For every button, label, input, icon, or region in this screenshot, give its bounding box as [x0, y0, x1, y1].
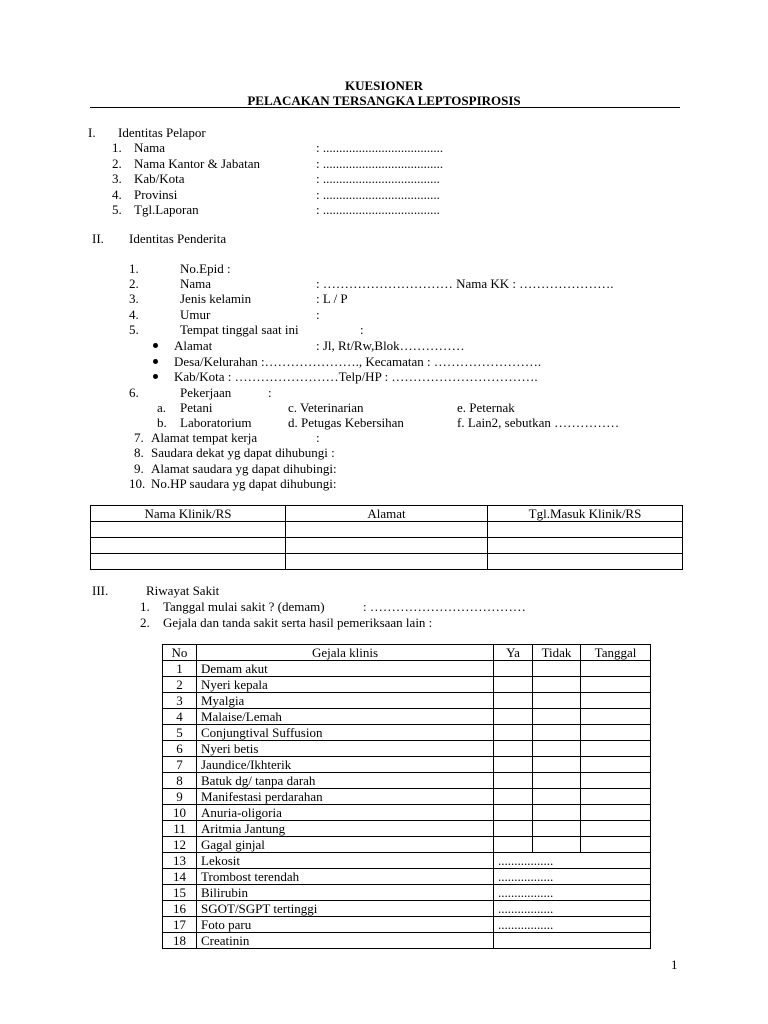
symptom-row-yes-cell [494, 709, 533, 725]
symptom-row-no-cell [533, 693, 581, 709]
clinic-table-cell [488, 522, 683, 538]
section2-roman: II. [92, 231, 104, 246]
symptom-row [163, 741, 651, 757]
section2-tail-number: 10. [129, 475, 146, 491]
section2-item-number: 2. [129, 276, 139, 292]
lab-row [163, 885, 651, 901]
symptom-header-yes: Ya [494, 645, 533, 661]
section2-tail-label: Alamat tempat kerja [151, 430, 258, 445]
symptom-row-no-cell [533, 821, 581, 837]
symptom-row-no-cell [533, 661, 581, 677]
symptom-row-no-cell [533, 677, 581, 693]
address-bullet-label: Kab/Kota : ……………………Telp/HP : ……………………………. [174, 369, 538, 384]
symptom-row [163, 709, 651, 725]
symptom-row-number: 12 [163, 837, 197, 853]
symptom-row-date-cell [581, 805, 651, 821]
section2-tail-number: 9. [134, 460, 144, 476]
symptom-row-yes-cell [494, 741, 533, 757]
clinic-table-row [91, 538, 683, 554]
section1-item-label: Kab/Kota [134, 171, 185, 186]
section1-item-value: : ..................................... [316, 155, 444, 171]
section2-item-label: Umur [180, 306, 211, 322]
section2-item-number: 5. [129, 321, 139, 337]
section1-item-label: Nama [134, 140, 166, 155]
section2-item-value: : [316, 306, 320, 322]
lab-row-name: Bilirubin [197, 885, 494, 901]
symptom-row-name: Nyeri kepala [197, 677, 494, 693]
section2-tail-label: Saudara dekat yg dapat dihubungi : [151, 445, 335, 461]
symptom-row-name: Batuk dg/ tanpa darah [197, 773, 494, 789]
symptom-row-yes-cell [494, 725, 533, 741]
symptom-header-no-answer: Tidak [533, 645, 581, 661]
lab-row-value: ................. [494, 853, 581, 869]
section1-item-label: Tgl.Laporan [134, 202, 199, 217]
section1-item-label: Provinsi [134, 186, 178, 202]
section3-item-label: Tanggal mulai sakit ? (demam) [163, 599, 325, 614]
section3-roman: III. [92, 583, 109, 598]
section3-item-value: : ……………………………… [363, 599, 526, 614]
symptom-row [163, 805, 651, 821]
section1-item-number: 2. [112, 155, 122, 171]
lab-row-name: Lekosit [197, 853, 494, 869]
symptom-row-no-cell [533, 805, 581, 821]
section2-item-number: 4. [129, 306, 139, 322]
section1-item-number: 3. [112, 171, 122, 186]
job-option: e. Peternak [457, 400, 515, 415]
lab-row [163, 933, 651, 949]
symptom-header-date: Tanggal [581, 645, 651, 661]
symptom-row-number: 11 [163, 821, 197, 837]
lab-row-value: ................. [494, 869, 581, 885]
job-option: Laboratorium [180, 415, 252, 430]
lab-row-number: 14 [163, 869, 197, 885]
symptom-row-yes-cell [494, 757, 533, 773]
symptom-row-date-cell [581, 757, 651, 773]
symptom-row-name: Nyeri betis [197, 741, 494, 757]
lab-row-name: Trombost terendah [197, 869, 494, 885]
symptom-row-no-cell [533, 741, 581, 757]
symptom-row-number: 6 [163, 741, 197, 757]
symptom-row-number: 9 [163, 789, 197, 805]
page-number: 1 [671, 957, 678, 972]
symptom-row-date-cell [581, 821, 651, 837]
symptom-row-number: 1 [163, 661, 197, 677]
clinic-table-cell [488, 554, 683, 570]
section2-item-number: 1. [129, 261, 139, 276]
lab-row-blank [581, 933, 651, 949]
lab-row [163, 869, 651, 885]
bullet-icon [153, 343, 158, 348]
symptom-header-name: Gejala klinis [197, 645, 494, 661]
symptom-row-number: 10 [163, 805, 197, 821]
clinic-table-row [91, 554, 683, 570]
symptom-row [163, 757, 651, 773]
job-option: a. [157, 400, 167, 415]
symptom-row [163, 725, 651, 741]
symptom-row-no-cell [533, 773, 581, 789]
lab-row-number: 17 [163, 917, 197, 933]
lab-row-name: SGOT/SGPT tertinggi [197, 901, 494, 917]
lab-row-name: Foto paru [197, 917, 494, 933]
lab-row-value [494, 933, 581, 949]
section2-item-label: Nama [180, 276, 212, 292]
section1-item-value: : .................................... [316, 186, 440, 202]
job-option: c. Veterinarian [288, 400, 364, 415]
clinic-table-row [91, 522, 683, 538]
section1-item-label: Nama Kantor & Jabatan [134, 155, 260, 171]
symptom-row-number: 3 [163, 693, 197, 709]
section1-item-number: 5. [112, 202, 122, 217]
symptom-row-no-cell [533, 725, 581, 741]
clinic-header-address: Alamat [286, 506, 488, 522]
symptom-row-yes-cell [494, 805, 533, 821]
lab-row-number: 16 [163, 901, 197, 917]
section2-item-number: 3. [129, 291, 139, 307]
symptom-row-date-cell [581, 725, 651, 741]
lab-row-blank [581, 853, 651, 869]
job-option: b. [157, 415, 167, 430]
symptom-row-yes-cell [494, 677, 533, 693]
lab-row-number: 13 [163, 853, 197, 869]
section1-title: Identitas Pelapor [118, 125, 206, 140]
symptom-table [162, 644, 651, 949]
job-label: Pekerjaan [180, 385, 232, 400]
lab-row-number: 15 [163, 885, 197, 901]
symptom-row-name: Malaise/Lemah [197, 709, 494, 725]
symptom-row-date-cell [581, 773, 651, 789]
symptom-row [163, 837, 651, 853]
symptom-row [163, 693, 651, 709]
symptom-row-date-cell [581, 677, 651, 693]
section2-item-value: : L / P [316, 291, 348, 307]
clinic-table-cell [91, 522, 286, 538]
symptom-row [163, 773, 651, 789]
symptom-row-date-cell [581, 789, 651, 805]
bullet-icon [153, 359, 158, 364]
symptom-row-date-cell [581, 693, 651, 709]
lab-row-blank [581, 869, 651, 885]
section2-item-label: Tempat tinggal saat ini [180, 321, 299, 337]
clinic-table [90, 505, 683, 570]
symptom-header-no: No [163, 645, 197, 661]
job-number: 6. [129, 385, 139, 400]
symptom-row-no-cell [533, 789, 581, 805]
symptom-row-no-cell [533, 709, 581, 725]
symptom-row-date-cell [581, 837, 651, 853]
symptom-row-number: 7 [163, 757, 197, 773]
symptom-row-yes-cell [494, 821, 533, 837]
symptom-row [163, 821, 651, 837]
symptom-row-date-cell [581, 709, 651, 725]
job-option: f. Lain2, sebutkan …………… [457, 415, 620, 430]
lab-row-number: 18 [163, 933, 197, 949]
job-option: Petani [180, 400, 213, 415]
section2-title: Identitas Penderita [129, 231, 227, 246]
symptom-row-number: 4 [163, 709, 197, 725]
symptom-row [163, 661, 651, 677]
clinic-header-date: Tgl.Masuk Klinik/RS [488, 506, 683, 522]
clinic-table-cell [91, 554, 286, 570]
clinic-table-cell [286, 554, 488, 570]
job-option: d. Petugas Kebersihan [288, 415, 404, 430]
symptom-row [163, 677, 651, 693]
address-bullet-label: Alamat [174, 338, 213, 353]
symptom-row-name: Jaundice/Ikhterik [197, 757, 494, 773]
lab-row-name: Creatinin [197, 933, 494, 949]
clinic-table-cell [286, 522, 488, 538]
clinic-table-cell [91, 538, 286, 554]
lab-row-value: ................. [494, 901, 581, 917]
symptom-row [163, 789, 651, 805]
symptom-row-yes-cell [494, 789, 533, 805]
symptom-row-name: Manifestasi perdarahan [197, 789, 494, 805]
lab-row [163, 853, 651, 869]
section1-item-value: : .................................... [316, 202, 440, 217]
symptom-row-no-cell [533, 837, 581, 853]
section1-roman: I. [88, 125, 96, 140]
symptom-row-name: Gagal ginjal [197, 837, 494, 853]
lab-row-value: ................. [494, 917, 581, 933]
address-bullet-label: Desa/Kelurahan :…………………., Kecamatan : ……………………. [174, 353, 542, 369]
document-subtitle: PELACAKAN TERSANGKA LEPTOSPIROSIS [247, 93, 521, 108]
lab-row [163, 917, 651, 933]
symptom-row-no-cell [533, 757, 581, 773]
address-bullet-value: : Jl, Rt/Rw,Blok…………… [316, 338, 465, 353]
bullet-icon [153, 374, 158, 379]
symptom-row-number: 2 [163, 677, 197, 693]
title-divider [90, 107, 680, 108]
section2-item-value: : ………………………… Nama KK : …………………. [316, 276, 614, 292]
symptom-row-date-cell [581, 741, 651, 757]
symptom-row-number: 5 [163, 725, 197, 741]
lab-row-blank [581, 901, 651, 917]
section2-item-value: : [360, 321, 364, 337]
section2-tail-number: 7. [134, 430, 144, 445]
lab-row-blank [581, 885, 651, 901]
symptom-row-yes-cell [494, 693, 533, 709]
section3-item-number: 2. [140, 614, 150, 630]
symptom-row-name: Myalgia [197, 693, 494, 709]
clinic-table-cell [488, 538, 683, 554]
clinic-table-header [91, 506, 683, 522]
section3-title: Riwayat Sakit [146, 583, 220, 598]
section2-tail-label: Alamat saudara yg dapat dihubingi: [151, 460, 337, 476]
symptom-row-yes-cell [494, 773, 533, 789]
section2-tail-value: : [316, 430, 320, 445]
clinic-table-cell [286, 538, 488, 554]
section1-item-number: 4. [112, 186, 122, 202]
section2-tail-number: 8. [134, 445, 144, 461]
job-colon: : [268, 385, 272, 400]
clinic-header-name: Nama Klinik/RS [91, 506, 286, 522]
section3-item-number: 1. [140, 599, 150, 614]
lab-row-value: ................. [494, 885, 581, 901]
document-title: KUESIONER [344, 78, 424, 93]
section3-item-label: Gejala dan tanda sakit serta hasil pemeriksaan lain : [163, 614, 433, 630]
section1-item-value: : .................................... [316, 171, 440, 186]
symptom-row-name: Aritmia Jantung [197, 821, 494, 837]
symptom-row-name: Anuria-oligoria [197, 805, 494, 821]
symptom-row-yes-cell [494, 837, 533, 853]
symptom-row-name: Conjungtival Suffusion [197, 725, 494, 741]
section2-item-label: No.Epid : [180, 261, 231, 276]
lab-row-blank [581, 917, 651, 933]
symptom-row-name: Demam akut [197, 661, 494, 677]
symptom-row-yes-cell [494, 661, 533, 677]
symptom-row-number: 8 [163, 773, 197, 789]
symptom-row-date-cell [581, 661, 651, 677]
section1-item-number: 1. [112, 140, 122, 155]
section2-tail-label: No.HP saudara yg dapat dihubungi: [151, 475, 337, 491]
section1-item-value: : ..................................... [316, 140, 444, 155]
section2-item-label: Jenis kelamin [180, 291, 252, 307]
lab-row [163, 901, 651, 917]
symptom-table-header [163, 645, 651, 661]
